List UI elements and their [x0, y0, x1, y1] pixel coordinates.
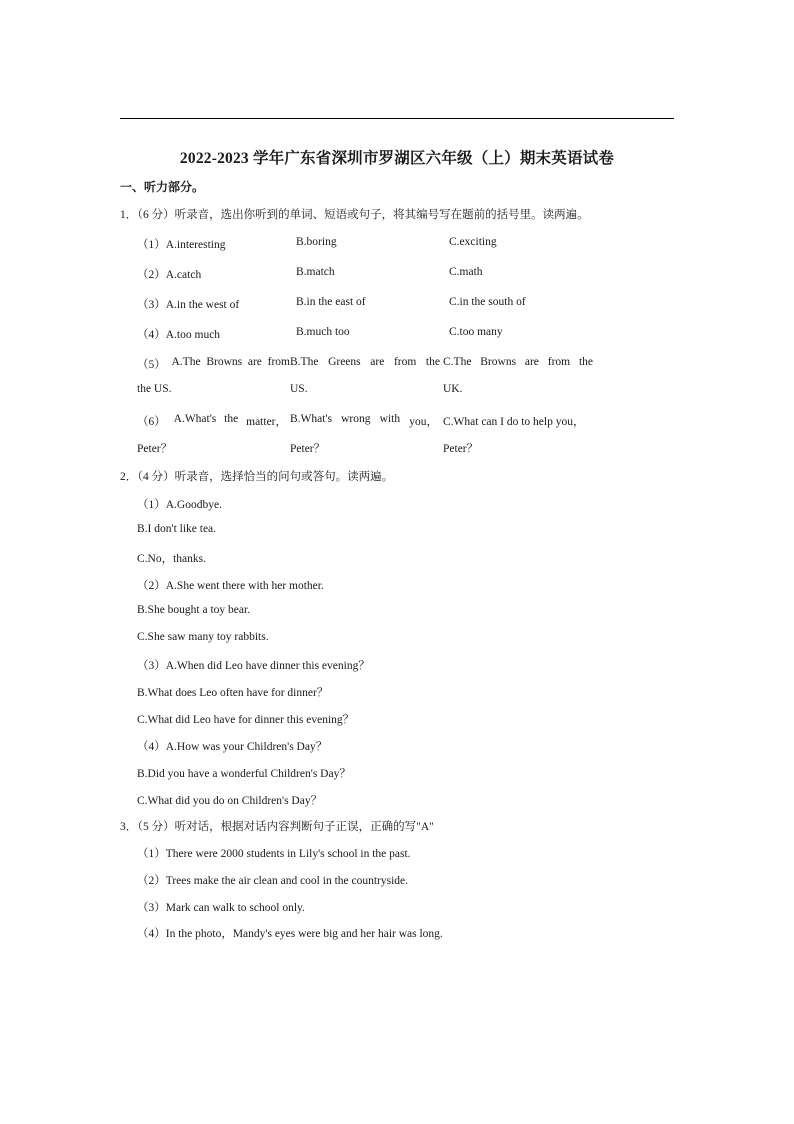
- option-a-line-1: [137, 356, 290, 372]
- q1-item-6-option-a: [137, 413, 287, 429]
- word: with: [379, 413, 401, 425]
- option-a-line-2: the US.: [137, 383, 172, 395]
- q1-item-1-option-b: B.boring: [296, 236, 337, 248]
- q1-item-6-option-b: [290, 413, 438, 429]
- word: Browns: [480, 356, 517, 368]
- word: the: [224, 413, 239, 425]
- q2-item-1-option-a: （1）A.Goodbye.: [137, 499, 222, 511]
- option-c-line-2: Peter？: [443, 443, 479, 455]
- word: the: [578, 356, 593, 368]
- word: C.The: [443, 356, 472, 368]
- word: A.What's: [173, 413, 217, 425]
- option-b-line-2: US.: [290, 383, 308, 395]
- q1-item-5-option-b: [290, 356, 440, 368]
- q2-item-4-option-a: （4）A.How was your Children's Day？: [137, 741, 328, 753]
- word: Greens: [328, 356, 361, 368]
- word: matter，: [246, 416, 287, 428]
- word: wrong: [341, 413, 371, 425]
- q3-item-4: （4）In the photo，Mandy's eyes were big and her hair was long.: [137, 928, 443, 940]
- option-text: A.too much: [165, 329, 221, 341]
- item-number: （5）: [137, 359, 166, 371]
- q2-item-1-option-b: B.I don't like tea.: [137, 523, 217, 535]
- option-a-line-2: Peter？: [137, 443, 173, 455]
- q2-item-4-option-c: C.What did you do on Children's Day？: [137, 795, 323, 807]
- q1-stem: 1．（6 分）听录音，选出你听到的单词、短语或句子，将其编号写在题前的括号里。读两遍。: [120, 209, 589, 221]
- page-title: 2022-2023 学年广东省深圳市罗湖区六年级（上）期末英语试卷: [179, 150, 615, 167]
- option-text: A.interesting: [165, 239, 226, 251]
- word: B.The: [290, 356, 319, 368]
- q1-item-4-option-a: [137, 326, 220, 342]
- q2-item-3-option-c: C.What did Leo have for dinner this evening？: [137, 714, 355, 726]
- q3-item-1: （1）There were 2000 students in Lily's school in the past.: [137, 848, 411, 860]
- item-number: （3）: [137, 299, 166, 311]
- option-b-line-1: [290, 413, 438, 429]
- word: the: [425, 356, 440, 368]
- item-number: （1）: [137, 239, 166, 251]
- q1-item-5-option-c: [443, 356, 593, 368]
- q3-item-2: （2）Trees make the air clean and cool in the countryside.: [137, 875, 409, 887]
- q2-item-1-option-c: C.No，thanks.: [137, 553, 206, 565]
- q2-item-2-option-b: B.She bought a toy bear.: [137, 604, 251, 616]
- q2-item-3-option-a: （3）A.When did Leo have dinner this evening？: [137, 660, 370, 672]
- q1-item-4-option-c: C.too many: [449, 326, 503, 338]
- q1-item-4-option-b: B.much too: [296, 326, 350, 338]
- q1-item-2-option-b: B.match: [296, 266, 335, 278]
- q3-stem: 3．（5 分）听对话，根据对话内容判断句子正误，正确的写"A": [120, 821, 434, 833]
- q1-item-2-option-a: [137, 266, 201, 282]
- q1-item-3-option-c: C.in the south of: [449, 296, 526, 308]
- q2-stem: 2．（4 分）听录音，选择恰当的问句或答句。读两遍。: [120, 471, 394, 483]
- q2-item-2-option-a: （2）A.She went there with her mother.: [137, 580, 324, 592]
- word: from: [547, 356, 571, 368]
- option-c-line-1: [443, 356, 593, 368]
- q2-item-4-option-b: B.Did you have a wonderful Children's Day？: [137, 768, 351, 780]
- word: B.What's: [290, 413, 332, 425]
- q2-item-3-option-b: B.What does Leo often have for dinner？: [137, 687, 329, 699]
- word: you，: [409, 416, 438, 428]
- q1-item-1-option-c: C.exciting: [449, 236, 497, 248]
- q1-item-1-option-a: [137, 236, 225, 252]
- option-b-line-1: [290, 356, 440, 368]
- option-text: A.catch: [165, 269, 202, 281]
- word: A.The: [171, 356, 201, 368]
- q2-item-2-option-c: C.She saw many toy rabbits.: [137, 631, 269, 643]
- header-rule: [120, 118, 674, 119]
- section-heading-listening: 一、听力部分。: [120, 180, 205, 194]
- word: are: [370, 356, 385, 368]
- option-a-line-1: [137, 413, 287, 429]
- word: Browns: [206, 356, 243, 368]
- item-number: （4）: [137, 329, 166, 341]
- q1-item-2-option-c: C.math: [449, 266, 483, 278]
- word: from: [393, 356, 417, 368]
- word: from: [267, 356, 290, 368]
- q1-item-5-option-a: [137, 356, 290, 372]
- q1-item-3-option-b: B.in the east of: [296, 296, 366, 308]
- q1-item-3-option-a: [137, 296, 239, 312]
- word: are: [524, 356, 539, 368]
- q1-item-6-option-c: C.What can I do to help you，: [443, 416, 585, 428]
- option-text: A.in the west of: [165, 299, 240, 311]
- option-c-line-2: UK.: [443, 383, 463, 395]
- item-number: （2）: [137, 269, 166, 281]
- item-number: （6）: [137, 416, 166, 428]
- word: are: [247, 356, 262, 368]
- q3-item-3: （3）Mark can walk to school only.: [137, 902, 305, 914]
- option-b-line-2: Peter？: [290, 443, 326, 455]
